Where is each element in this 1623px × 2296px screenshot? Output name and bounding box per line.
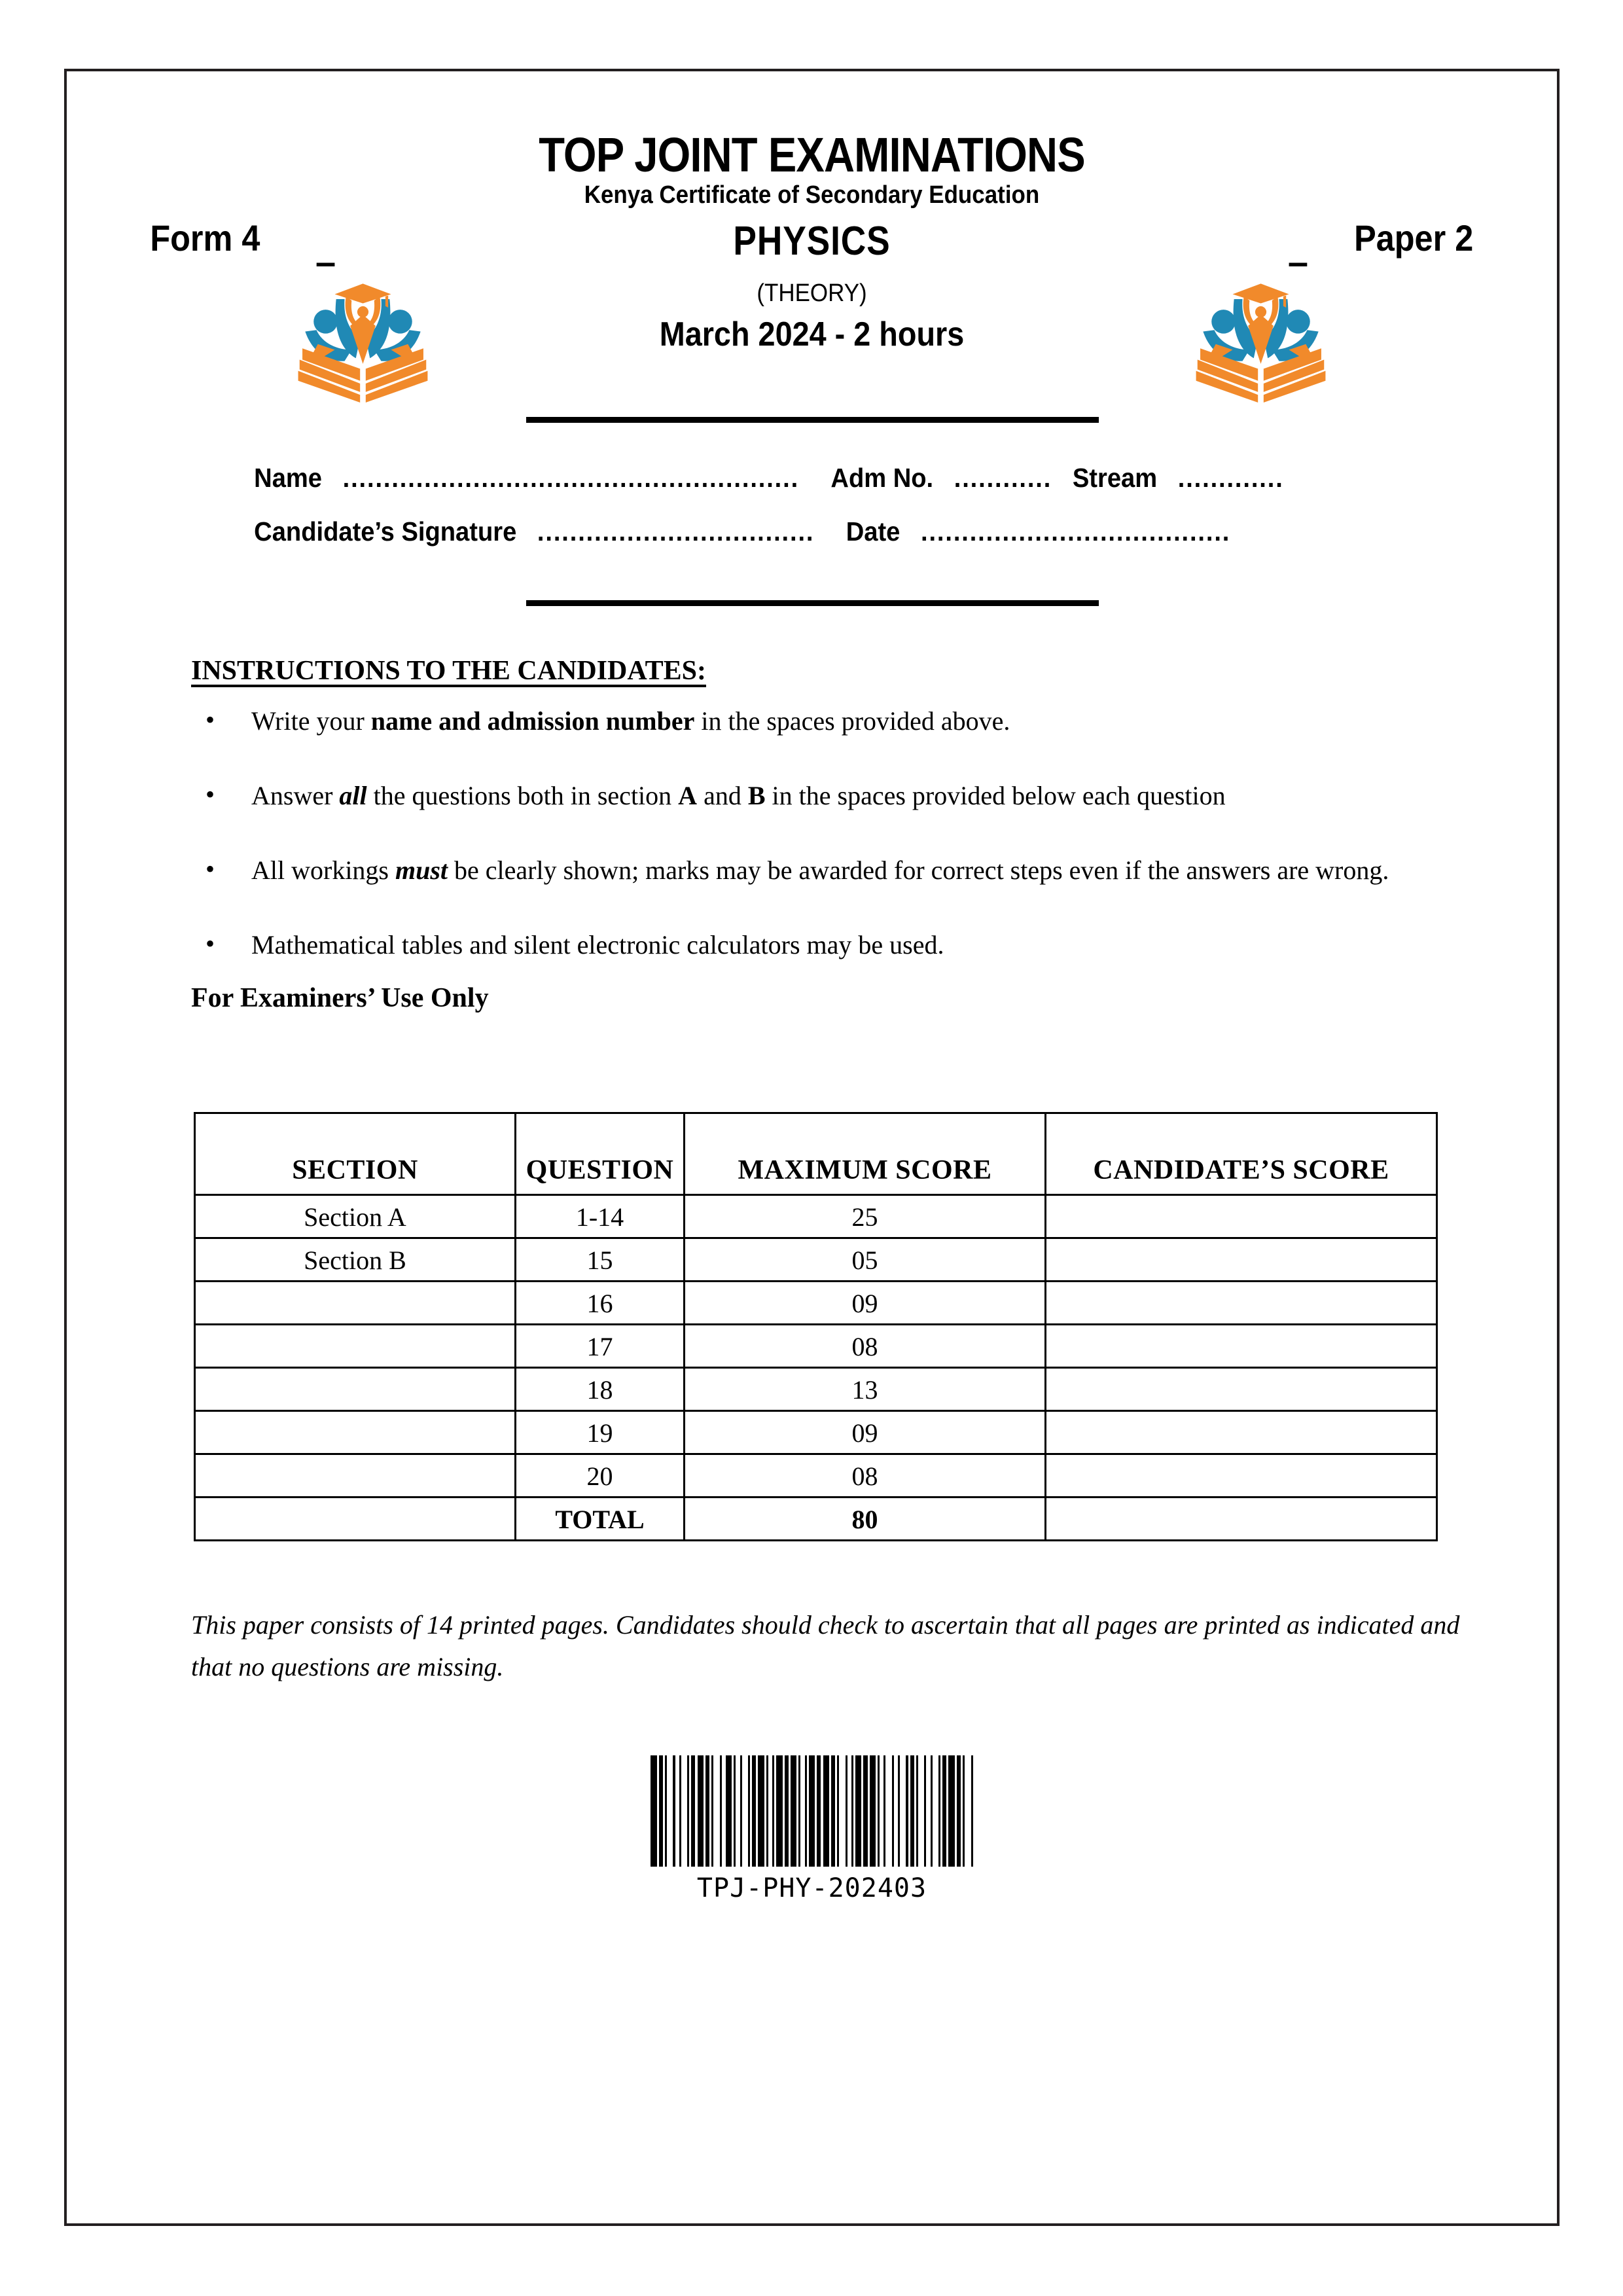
barcode-label: TPJ-PHY-202403 (696, 1873, 927, 1903)
instruction-text-run: All workings (251, 855, 395, 885)
cell-candidate-score[interactable] (1046, 1411, 1437, 1454)
instruction-text-run: in the spaces provided below each question (765, 781, 1226, 810)
header-rule-top (526, 417, 1099, 423)
name-label: Name (254, 463, 323, 493)
instruction-text-run: Answer (251, 781, 340, 810)
cell-section (195, 1498, 516, 1541)
instruction-text-run: and (697, 781, 748, 810)
instruction-item (191, 774, 1500, 817)
cell-candidate-score[interactable] (1046, 1325, 1437, 1368)
instruction-item (191, 924, 1500, 967)
page-sheet (67, 71, 1557, 2223)
stream-input-line[interactable]: ............. (1177, 463, 1284, 493)
score-table-body (195, 1195, 1437, 1541)
cell-candidate-score[interactable] (1046, 1498, 1437, 1541)
bullet-icon: • (205, 780, 215, 809)
table-row (195, 1411, 1437, 1454)
masthead (67, 130, 1557, 209)
cell-max-score: 08 (685, 1325, 1046, 1368)
table-row (195, 1454, 1437, 1498)
cell-candidate-score[interactable] (1046, 1454, 1437, 1498)
cell-max-score: 80 (685, 1498, 1046, 1541)
score-table-head (195, 1113, 1437, 1195)
cell-section: Section A (195, 1195, 516, 1238)
cell-section (195, 1454, 516, 1498)
barcode-image (651, 1755, 972, 1867)
instructions-list (191, 700, 1500, 998)
cell-candidate-score[interactable] (1046, 1368, 1437, 1411)
cell-max-score: 09 (685, 1282, 1046, 1325)
instruction-text-run: A (678, 781, 698, 810)
instruction-text-run: be clearly shown; marks may be awarded for correct steps even if the answers are wrong. (448, 855, 1389, 885)
paper-label: Paper 2 (1353, 217, 1473, 259)
paper-type-label: (THEORY) (757, 279, 867, 307)
dash-right: – (1287, 241, 1308, 282)
cell-candidate-score[interactable] (1046, 1282, 1437, 1325)
candidate-signature-row (119, 516, 1505, 547)
dash-left: – (315, 241, 336, 282)
col-header-question: QUESTION (516, 1113, 685, 1195)
instruction-text-run: B (747, 781, 766, 810)
table-row (195, 1238, 1437, 1282)
session-label: March 2024 - 2 hours (659, 315, 965, 353)
signature-input-line[interactable]: .................................. (537, 516, 815, 547)
cell-section (195, 1282, 516, 1325)
table-row (195, 1195, 1437, 1238)
header-rule-bottom (526, 600, 1099, 606)
instruction-text-run: Mathematical tables and silent electronic calculators may be used. (251, 930, 944, 960)
cell-candidate-score[interactable] (1046, 1195, 1437, 1238)
cell-section (195, 1411, 516, 1454)
barcode-block (67, 1747, 1557, 1903)
page-count-note: This paper consists of 14 printed pages. Candidates should check to ascertain that all pages are printed as indicated and that no questions are missing. (191, 1610, 1460, 1681)
instruction-text-run: in the spaces provided above. (694, 706, 1010, 736)
instructions-heading: INSTRUCTIONS TO THE CANDIDATES: (191, 656, 706, 686)
exam-board-title: TOP JOINT EXAMINATIONS (539, 128, 1085, 182)
cell-section: Section B (195, 1238, 516, 1282)
stream-label: Stream (1072, 463, 1158, 493)
table-row (195, 1325, 1437, 1368)
name-input-line[interactable]: ........................................................ (342, 463, 800, 493)
cell-question: 20 (516, 1454, 685, 1498)
table-row (195, 1498, 1437, 1541)
table-row (195, 1282, 1437, 1325)
date-input-line[interactable]: ...................................... (920, 516, 1231, 547)
table-row (195, 1368, 1437, 1411)
col-header-cand-score: CANDIDATE’S SCORE (1046, 1113, 1437, 1195)
cell-question: TOTAL (516, 1498, 685, 1541)
cell-max-score: 05 (685, 1238, 1046, 1282)
certificate-subtitle: Kenya Certificate of Secondary Education (584, 181, 1040, 209)
instruction-text-run: all (339, 781, 367, 810)
col-header-section: SECTION (195, 1113, 516, 1195)
cell-question: 1-14 (516, 1195, 685, 1238)
cell-question: 18 (516, 1368, 685, 1411)
cell-section (195, 1325, 516, 1368)
form-label: Form 4 (150, 217, 260, 259)
cell-max-score: 09 (685, 1411, 1046, 1454)
page-frame (64, 69, 1560, 2226)
cell-max-score: 13 (685, 1368, 1046, 1411)
adm-input-line[interactable]: ............ (954, 463, 1052, 493)
col-header-max-score: MAXIMUM SCORE (685, 1113, 1046, 1195)
bullet-icon: • (205, 929, 215, 958)
instruction-text-run: must (395, 855, 448, 885)
examiners-heading: For Examiners’ Use Only (191, 983, 489, 1013)
score-table-header-row (195, 1113, 1437, 1195)
education-logo-right (1190, 271, 1331, 412)
signature-label: Candidate’s Signature (254, 516, 517, 547)
candidate-identity-row (119, 463, 1505, 493)
bullet-icon: • (205, 705, 215, 734)
subject-label: PHYSICS (733, 219, 891, 264)
instruction-text-run: name and admission number (370, 706, 695, 736)
instruction-text-run: Write your (251, 706, 371, 736)
cell-max-score: 08 (685, 1454, 1046, 1498)
cell-candidate-score[interactable] (1046, 1238, 1437, 1282)
instruction-item (191, 700, 1500, 743)
cell-question: 15 (516, 1238, 685, 1282)
cell-question: 17 (516, 1325, 685, 1368)
instruction-text-run: the questions both in section (366, 781, 679, 810)
education-logo-left (293, 271, 433, 412)
bullet-icon: • (205, 854, 215, 884)
instruction-item (191, 849, 1500, 892)
examiners-score-table (194, 1112, 1438, 1541)
cell-section (195, 1368, 516, 1411)
cell-question: 16 (516, 1282, 685, 1325)
adm-label: Adm No. (830, 463, 934, 493)
cell-max-score: 25 (685, 1195, 1046, 1238)
date-label: Date (846, 516, 901, 547)
cell-question: 19 (516, 1411, 685, 1454)
